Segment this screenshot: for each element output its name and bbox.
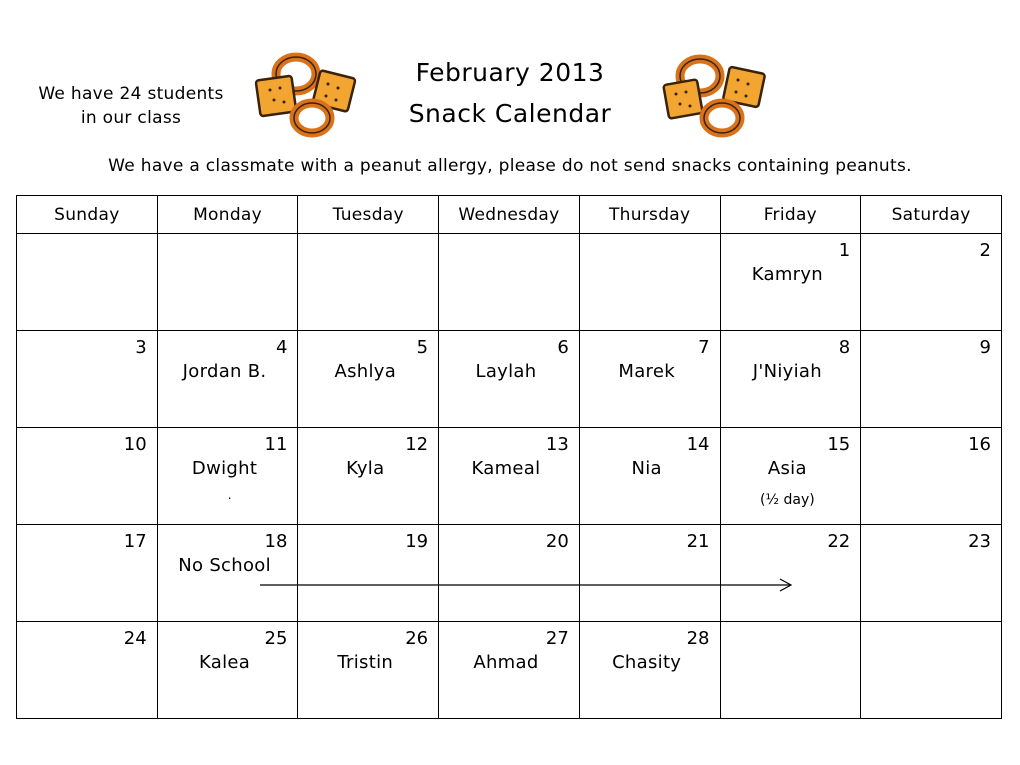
calendar-day-cell xyxy=(157,234,298,331)
calendar-week-row xyxy=(17,428,1002,525)
calendar-day-cell xyxy=(439,428,580,525)
calendar-day-cell xyxy=(720,331,861,428)
weekday-header-saturday: Saturday xyxy=(861,196,1002,234)
weekday-header-friday: Friday xyxy=(720,196,861,234)
calendar-week-row xyxy=(17,234,1002,331)
snack-assignee: Chasity xyxy=(612,652,682,673)
calendar-day-cell xyxy=(861,331,1002,428)
snack-assignee: Laylah xyxy=(475,361,537,382)
snack-assignee: Kameal xyxy=(471,458,541,479)
day-number: 12 xyxy=(405,434,429,455)
calendar-title xyxy=(360,52,660,134)
day-number: 18 xyxy=(264,531,288,552)
calendar-day-cell xyxy=(439,234,580,331)
day-number: 25 xyxy=(264,628,288,649)
calendar-day-cell xyxy=(861,525,1002,622)
snack-assignee: Ahmad xyxy=(473,652,539,673)
day-number: 16 xyxy=(968,434,991,455)
calendar-day-cell xyxy=(298,622,439,719)
weekday-header-tuesday: Tuesday xyxy=(298,196,439,234)
pretzel-cracker-clipart-icon xyxy=(660,48,770,140)
snack-assignee: Jordan B. xyxy=(182,361,267,382)
calendar-day-cell xyxy=(579,525,720,622)
calendar-day-cell xyxy=(157,622,298,719)
day-number: 14 xyxy=(686,434,710,455)
calendar-day-cell xyxy=(157,331,298,428)
snack-assignee: Dwight xyxy=(191,458,258,479)
snack-assignee: J'Niyiah xyxy=(752,361,822,382)
calendar-day-cell xyxy=(157,525,298,622)
half-day-note: (½ day) xyxy=(760,492,815,508)
calendar-day-cell xyxy=(579,622,720,719)
day-number: 27 xyxy=(545,628,569,649)
calendar-day-cell xyxy=(298,234,439,331)
calendar-day-cell xyxy=(298,331,439,428)
snack-assignee: Asia xyxy=(767,458,807,479)
calendar-day-cell xyxy=(579,331,720,428)
snack-assignee: Ashlya xyxy=(334,361,397,382)
day-number: 20 xyxy=(545,531,569,552)
day-number: 17 xyxy=(123,531,147,552)
day-number: 9 xyxy=(979,337,991,358)
snack-calendar xyxy=(16,195,1002,719)
calendar-day-cell xyxy=(17,331,158,428)
weekday-header-wednesday: Wednesday xyxy=(439,196,580,234)
day-number: 8 xyxy=(838,337,851,358)
title-subtitle: Snack Calendar xyxy=(408,99,612,128)
day-number: 22 xyxy=(827,531,851,552)
class-size-note-line2: in our class xyxy=(80,108,182,128)
allergy-note: We have a classmate with a peanut allergy, please do not send snacks containing peanuts. xyxy=(108,156,912,176)
calendar-day-cell xyxy=(720,234,861,331)
day-number: 6 xyxy=(557,337,569,358)
stray-mark: . xyxy=(227,488,232,502)
calendar-day-cell xyxy=(298,428,439,525)
day-number: 1 xyxy=(838,240,851,261)
day-number: 13 xyxy=(545,434,569,455)
day-number: 3 xyxy=(135,337,147,358)
day-number: 21 xyxy=(686,531,710,552)
day-number: 26 xyxy=(405,628,429,649)
calendar-week-row xyxy=(17,525,1002,622)
pretzel-cracker-clipart-icon xyxy=(252,48,362,140)
day-number: 23 xyxy=(968,531,991,552)
calendar-day-cell xyxy=(157,428,298,525)
calendar-day-cell xyxy=(720,525,861,622)
calendar-body xyxy=(17,234,1002,719)
day-number: 11 xyxy=(264,434,288,455)
calendar-week-row xyxy=(17,331,1002,428)
snack-assignee: No School xyxy=(178,555,271,576)
calendar-day-cell xyxy=(17,622,158,719)
weekday-header-sunday: Sunday xyxy=(17,196,158,234)
calendar-day-cell xyxy=(720,428,861,525)
day-number: 4 xyxy=(275,337,288,358)
weekday-header-monday: Monday xyxy=(157,196,298,234)
day-number: 19 xyxy=(405,531,429,552)
right-arrow-icon xyxy=(260,577,795,593)
calendar-day-cell xyxy=(861,234,1002,331)
day-number: 5 xyxy=(416,337,429,358)
day-number: 15 xyxy=(827,434,851,455)
calendar-day-cell xyxy=(439,331,580,428)
snack-assignee: Kamryn xyxy=(751,264,824,285)
calendar-day-cell xyxy=(17,428,158,525)
calendar-day-cell xyxy=(17,525,158,622)
snack-assignee: Nia xyxy=(631,458,662,479)
snack-assignee: Marek xyxy=(618,361,675,382)
snack-assignee: Tristin xyxy=(337,652,394,673)
weekday-header-thursday: Thursday xyxy=(579,196,720,234)
day-number: 24 xyxy=(123,628,147,649)
day-number: 10 xyxy=(123,434,147,455)
day-number: 28 xyxy=(686,628,710,649)
calendar-day-cell xyxy=(861,622,1002,719)
calendar-day-cell xyxy=(579,234,720,331)
day-number: 2 xyxy=(979,240,991,261)
class-size-note-line1: We have 24 students xyxy=(38,84,224,104)
calendar-day-cell xyxy=(298,525,439,622)
calendar-day-cell xyxy=(439,525,580,622)
calendar-day-cell xyxy=(720,622,861,719)
day-number: 7 xyxy=(698,337,710,358)
title-month: February 2013 xyxy=(415,58,605,87)
snack-assignee: Kalea xyxy=(198,652,251,673)
calendar-day-cell xyxy=(579,428,720,525)
calendar-day-cell xyxy=(861,428,1002,525)
calendar-week-row xyxy=(17,622,1002,719)
calendar-day-cell xyxy=(17,234,158,331)
snack-assignee: Kyla xyxy=(346,458,385,479)
calendar-day-cell xyxy=(439,622,580,719)
class-size-note xyxy=(22,82,240,130)
weekday-header-row xyxy=(17,196,1002,234)
